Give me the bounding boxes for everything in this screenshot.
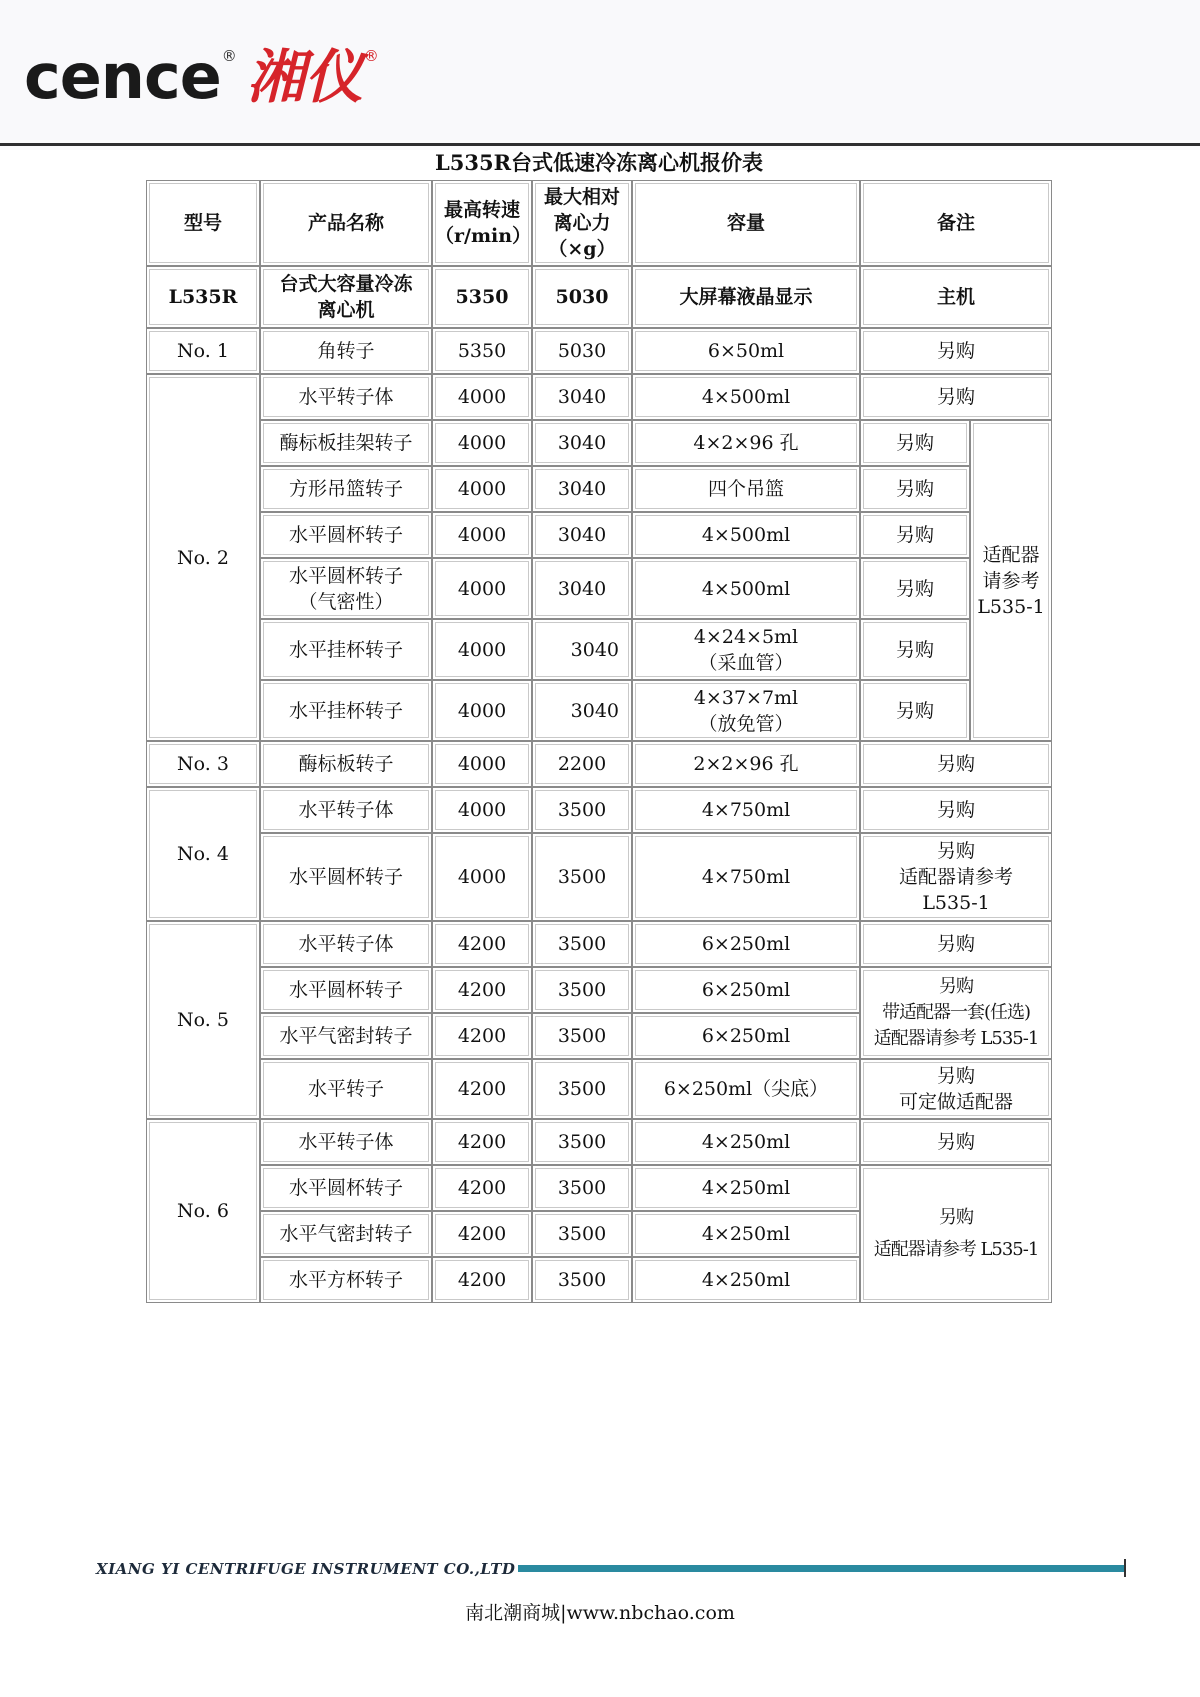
table-row (146, 512, 1052, 558)
header-remark: 备注 (860, 180, 1052, 266)
cell-model: L535R (146, 266, 260, 328)
cell-rcf: 2200 (532, 741, 632, 787)
cell-remark: 另购 (860, 921, 1052, 967)
header-capacity: 容量 (632, 180, 860, 266)
cell-capacity: 2×2×96 孔 (632, 741, 860, 787)
cell-speed: 4200 (432, 1165, 532, 1211)
cell-rcf: 3040 (532, 512, 632, 558)
cell-speed: 4000 (432, 680, 532, 741)
brand-logo (24, 42, 379, 112)
cell-remark: 另购 (860, 680, 970, 741)
cell-speed: 4000 (432, 420, 532, 466)
cell-product: 水平转子体 (260, 1119, 432, 1165)
cell-product: 方形吊篮转子 (260, 466, 432, 512)
cell-remark: 另购 (860, 741, 1052, 787)
price-table (146, 180, 1052, 1303)
cell-remark: 另购 带适配器一套(任选) 适配器请参考 L535-1 (860, 967, 1052, 1059)
cell-speed: 4200 (432, 1013, 532, 1059)
cell-speed: 4200 (432, 1119, 532, 1165)
brand-name-en: cence (24, 40, 221, 113)
cell-remark: 另购 (860, 558, 970, 619)
cell-product: 水平转子 (260, 1059, 432, 1119)
table-header-row (146, 180, 1052, 266)
cell-product: 水平挂杯转子 (260, 619, 432, 680)
cell-capacity: 6×250ml（尖底） (632, 1059, 860, 1119)
cell-remark: 另购 (860, 466, 970, 512)
cell-rcf: 3040 (532, 619, 632, 680)
cell-rcf: 3500 (532, 1211, 632, 1257)
cell-capacity: 4×750ml (632, 833, 860, 921)
cell-rcf: 3500 (532, 787, 632, 833)
cell-product: 水平圆杯转子 (260, 512, 432, 558)
cell-rcf: 5030 (532, 266, 632, 328)
cell-speed: 4000 (432, 558, 532, 619)
cell-speed: 5350 (432, 328, 532, 374)
table-row (146, 466, 1052, 512)
cell-rcf: 3500 (532, 833, 632, 921)
cell-product: 水平转子体 (260, 921, 432, 967)
footer-company: XIANG YI CENTRIFUGE INSTRUMENT CO.,LTD (96, 1560, 516, 1578)
cell-product: 水平圆杯转子 (260, 1165, 432, 1211)
cell-speed: 4000 (432, 466, 532, 512)
cell-capacity: 4×37×7ml （放免管） (632, 680, 860, 741)
header-product: 产品名称 (260, 180, 432, 266)
cell-model: No. 6 (146, 1119, 260, 1303)
cell-product: 水平气密封转子 (260, 1013, 432, 1059)
cell-speed: 4200 (432, 921, 532, 967)
cell-remark: 另购 适配器请参考 L535-1 (860, 1165, 1052, 1303)
cell-capacity: 6×50ml (632, 328, 860, 374)
cell-product: 水平转子体 (260, 374, 432, 420)
cell-capacity: 6×250ml (632, 921, 860, 967)
cell-capacity: 4×500ml (632, 374, 860, 420)
table-row (146, 420, 1052, 466)
cell-speed: 4000 (432, 741, 532, 787)
cell-product: 水平挂杯转子 (260, 680, 432, 741)
cell-capacity: 四个吊篮 (632, 466, 860, 512)
table-row (146, 266, 1052, 328)
cell-model: No. 4 (146, 787, 260, 921)
cell-rcf: 3500 (532, 921, 632, 967)
cell-capacity: 4×500ml (632, 558, 860, 619)
cell-rcf: 3500 (532, 1165, 632, 1211)
cell-capacity: 4×250ml (632, 1211, 860, 1257)
table-row (146, 328, 1052, 374)
cell-rcf: 3040 (532, 558, 632, 619)
table-row (146, 619, 1052, 680)
cell-product: 角转子 (260, 328, 432, 374)
footer-bar (518, 1565, 1124, 1572)
cell-capacity: 6×250ml (632, 967, 860, 1013)
cell-model: No. 2 (146, 374, 260, 741)
cell-speed: 4000 (432, 833, 532, 921)
cell-speed: 4200 (432, 967, 532, 1013)
cell-product: 水平转子体 (260, 787, 432, 833)
table-row (146, 787, 1052, 833)
cell-product: 水平圆杯转子 (260, 833, 432, 921)
header-model: 型号 (146, 180, 260, 266)
cell-rcf: 3500 (532, 967, 632, 1013)
cell-rcf: 5030 (532, 328, 632, 374)
cell-remark: 另购 (860, 619, 970, 680)
header-speed: 最高转速 （r/min） (432, 180, 532, 266)
cell-speed: 4200 (432, 1257, 532, 1303)
table-row (146, 680, 1052, 741)
cell-speed: 4200 (432, 1211, 532, 1257)
cell-remark: 另购 (860, 1119, 1052, 1165)
cell-capacity: 6×250ml (632, 1013, 860, 1059)
cell-remark: 另购 (860, 328, 1052, 374)
table-row (146, 741, 1052, 787)
cell-capacity: 4×250ml (632, 1165, 860, 1211)
cell-remark: 另购 (860, 512, 970, 558)
cell-capacity: 4×250ml (632, 1119, 860, 1165)
cell-speed: 5350 (432, 266, 532, 328)
table-row (146, 374, 1052, 420)
table-row (146, 1165, 1052, 1211)
cell-product: 水平气密封转子 (260, 1211, 432, 1257)
cell-rcf: 3500 (532, 1059, 632, 1119)
cell-capacity: 4×750ml (632, 787, 860, 833)
table-row (146, 1119, 1052, 1165)
cell-capacity: 4×24×5ml （采血管） (632, 619, 860, 680)
cell-remark: 另购 (860, 420, 970, 466)
header-divider (0, 143, 1200, 146)
cell-product: 水平方杯转子 (260, 1257, 432, 1303)
document-title: L535R台式低速冷冻离心机报价表 (434, 150, 764, 175)
cell-product: 酶标板挂架转子 (260, 420, 432, 466)
table-row (146, 833, 1052, 921)
cell-rcf: 3040 (532, 680, 632, 741)
cell-rcf: 3500 (532, 1013, 632, 1059)
cell-remark: 主机 (860, 266, 1052, 328)
cell-speed: 4200 (432, 1059, 532, 1119)
cell-speed: 4000 (432, 619, 532, 680)
cell-rcf: 3500 (532, 1257, 632, 1303)
table-row (146, 921, 1052, 967)
cell-product: 水平圆杯转子 (260, 967, 432, 1013)
cell-model: No. 3 (146, 741, 260, 787)
table-row (146, 558, 1052, 619)
cell-speed: 4000 (432, 787, 532, 833)
registered-mark: ® (221, 47, 237, 65)
cell-rcf: 3040 (532, 420, 632, 466)
cell-speed: 4000 (432, 512, 532, 558)
cell-remark: 另购 可定做适配器 (860, 1059, 1052, 1119)
cell-remark: 另购 适配器请参考 L535-1 (860, 833, 1052, 921)
cell-capacity: 4×2×96 孔 (632, 420, 860, 466)
cell-rcf: 3500 (532, 1119, 632, 1165)
cell-product: 酶标板转子 (260, 741, 432, 787)
header-rcf: 最大相对 离心力 （×g） (532, 180, 632, 266)
cell-remark: 另购 (860, 787, 1052, 833)
cell-adapter-note: 适配器 请参考 L535-1 (970, 420, 1052, 741)
cell-capacity: 4×250ml (632, 1257, 860, 1303)
cell-capacity: 4×500ml (632, 512, 860, 558)
table-row (146, 1059, 1052, 1119)
cell-model: No. 5 (146, 921, 260, 1119)
brand-name-cn: 湘仪 (246, 43, 363, 111)
cell-rcf: 3040 (532, 466, 632, 512)
page-header (0, 0, 1200, 140)
cell-product: 水平圆杯转子 （气密性） (260, 558, 432, 619)
registered-mark-cn: ® (363, 47, 379, 65)
cell-speed: 4000 (432, 374, 532, 420)
cell-product: 台式大容量冷冻 离心机 (260, 266, 432, 328)
cell-rcf: 3040 (532, 374, 632, 420)
cell-capacity: 大屏幕液晶显示 (632, 266, 860, 328)
footer-watermark: 南北潮商城|www.nbchao.com (465, 1602, 735, 1624)
cell-model: No. 1 (146, 328, 260, 374)
table-row (146, 967, 1052, 1013)
footer-tick (1124, 1559, 1126, 1577)
cell-remark: 另购 (860, 374, 1052, 420)
